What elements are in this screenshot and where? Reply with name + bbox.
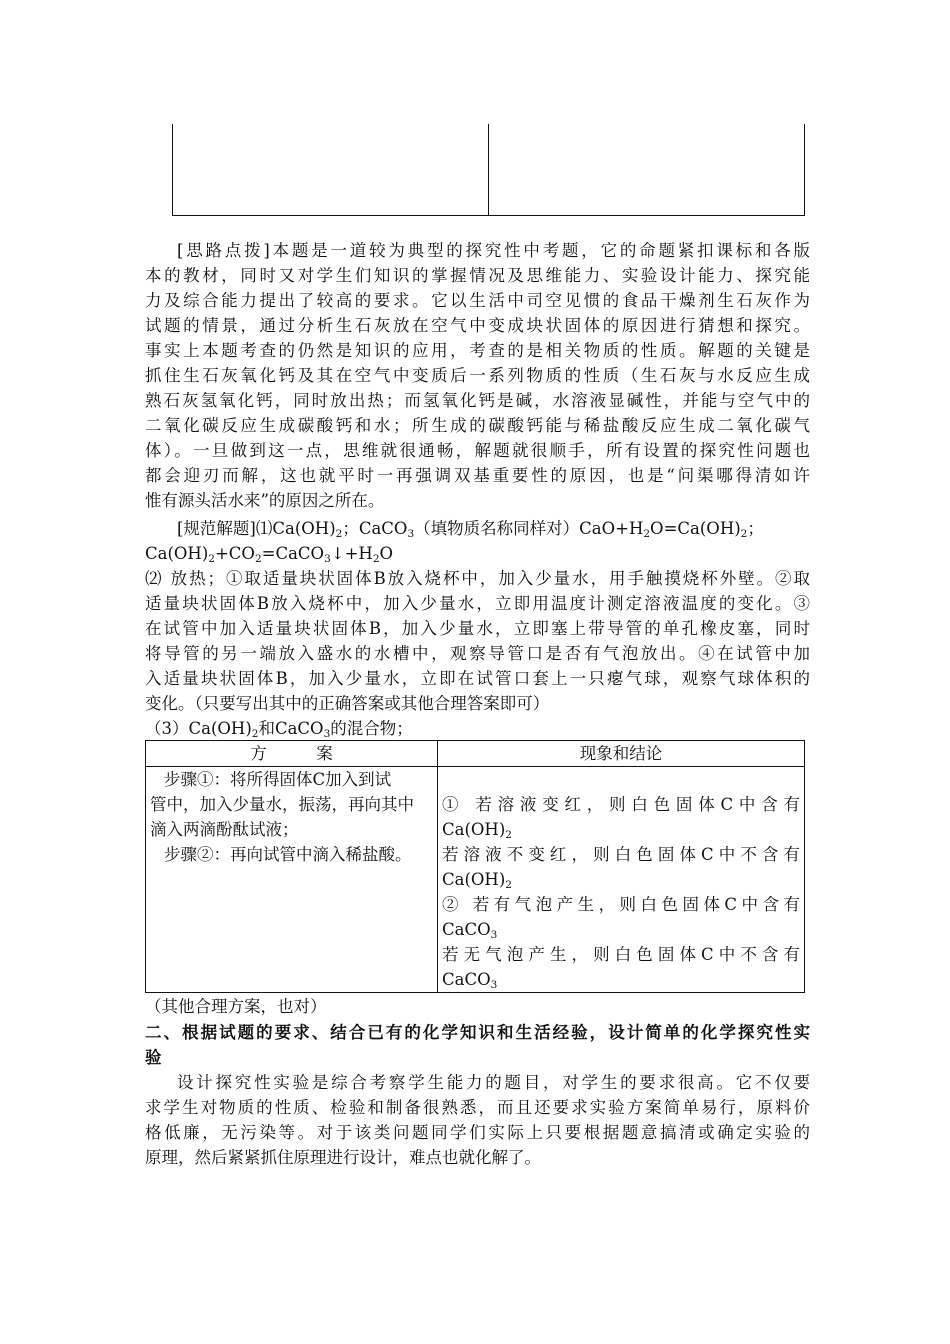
result-line (442, 867, 800, 892)
solution-text: 的混合物； (330, 719, 413, 738)
solution-block (145, 516, 810, 741)
formula-text: CaCO (442, 920, 491, 939)
section-para-line: 求学生对物质的性质、检验和制备很熟悉，而且还要求实验方案简单易行，原料价 (145, 1098, 810, 1117)
table-left-border (172, 124, 173, 216)
table-row (146, 767, 805, 993)
subscript: 3 (324, 553, 331, 565)
solution-part2-line: 将导管的另一端放入盛水的水槽中，观察导管口是否有气泡放出。④在试管中加 (145, 644, 810, 663)
subscript: 2 (505, 829, 512, 841)
result-line: ② 若有气泡产生，则白色固体C中含有 (442, 895, 800, 914)
formula-text: CaCO (442, 970, 491, 989)
hint-line: 力及综合能力提出了较高的要求。它以生活中司空见惯的食品干燥剂生石灰作为 (145, 291, 810, 310)
table-middle-border (488, 124, 489, 216)
subscript: 2 (372, 553, 380, 565)
previous-table-fragment (172, 124, 805, 216)
subscript: 3 (490, 979, 498, 991)
plan-line: 滴入两滴酚酞试液； (150, 820, 299, 839)
subscript: 2 (505, 879, 512, 891)
section-2 (145, 1020, 810, 1170)
formula-text: Ca(OH) (442, 820, 506, 839)
solution-text: （3）Ca(OH) (145, 719, 252, 738)
solution-line-2 (145, 541, 810, 566)
hint-line: 二氧化碳反应生成碳酸钙和水；所生成的碳酸钙能与稀盐酸反应生成二氧化碳气 (145, 416, 810, 435)
solution-text: （填物质名称同样对）CaO+H (414, 519, 644, 538)
solution-part3-line (145, 716, 810, 741)
hint-line: 熟石灰氢氧化钙，同时放出热；而氢氧化钙是碱，水溶液显碱性，并能与空气中的 (145, 391, 810, 410)
plan-line: 步骤②：再向试管中滴入稀盐酸。 (164, 845, 412, 864)
note-text: （其他合理方案，也对） (145, 997, 327, 1016)
equation-text: +CO (214, 544, 255, 563)
subscript: 3 (323, 728, 331, 740)
hint-paragraph (145, 238, 810, 513)
solution-part2-line: 变化。（只要写出其中的正确答案或其他合理答案即可） (145, 694, 550, 713)
solution-line-1 (145, 516, 810, 541)
section-heading: 二、根据试题的要求、结合已有的化学知识和生活经验，设计简单的化学探究性实 (145, 1023, 810, 1042)
solution-text: ； (747, 519, 764, 538)
plan-line: 管中，加入少量水，振荡，再向其中 (150, 795, 414, 814)
result-line: 若溶液不变红，则白色固体C中不含有 (442, 845, 800, 864)
hint-line: 事实上本题考查的仍然是知识的应用，考查的是相关物质的性质。解题的关键是 (145, 341, 810, 360)
subscript: 2 (335, 528, 343, 540)
experiment-table (145, 740, 805, 993)
solution-text: [规范解题]⑴Ca(OH) (177, 519, 336, 538)
table-header-row (146, 741, 805, 767)
header-plan: 方 案 (146, 741, 438, 767)
result-line: ① 若溶液变红，则白色固体C中含有 (442, 795, 800, 814)
solution-text: ；CaCO (342, 519, 408, 538)
after-table-note (145, 994, 810, 1019)
hint-line: 都会迎刃而解，这也就平时一再强调双基重要性的原因，也是“问渠哪得清如许 (145, 466, 810, 485)
solution-part2-line: 在试管中加入适量块状固体B，加入少量水，立即塞上带导管的单孔橡皮塞，同时 (145, 619, 810, 638)
subscript: 2 (208, 553, 215, 565)
hint-line: [思路点拨]本题是一道较为典型的探究性中考题，它的命题紧扣课标和各版 (177, 241, 810, 260)
result-line (442, 817, 800, 842)
equation-text: ↓+H (330, 544, 373, 563)
section-heading: 验 (145, 1048, 162, 1067)
solution-part2-line: 适量块状固体B放入烧杯中，加入少量水，立即用温度计测定溶液温度的变化。③ (145, 594, 810, 613)
formula-text: Ca(OH) (442, 870, 506, 889)
subscript: 3 (490, 929, 498, 941)
subscript: 2 (740, 528, 748, 540)
result-cell (438, 767, 805, 993)
equation-text: O (379, 544, 394, 563)
section-para-line: 原理，然后紧紧抓住原理进行设计，难点也就化解了。 (145, 1148, 541, 1167)
result-line: 若无气泡产生，则白色固体C中不含有 (442, 945, 800, 964)
plan-line: 步骤①：将所得固体C加入到试 (164, 770, 392, 789)
table-right-border (804, 124, 805, 216)
subscript: 2 (254, 553, 262, 565)
hint-line: 本的教材，同时又对学生们知识的掌握情况及思维能力、实验设计能力、探究能 (145, 266, 810, 285)
subscript: 3 (407, 528, 415, 540)
solution-text: O=Ca(OH) (650, 519, 741, 538)
equation-text: =CaCO (261, 544, 325, 563)
section-para-line: 格低廉，无污染等。对于该类问题同学们实际上只要根据题意搞清或确定实验的 (145, 1123, 810, 1142)
table-bottom-border (172, 215, 805, 216)
hint-line: 试题的情景，通过分析生石灰放在空气中变成块状固体的原因进行猜想和探究。 (145, 316, 810, 335)
subscript: 2 (251, 728, 259, 740)
solution-part2-line: ⑵ 放热；①取适量块状固体B放入烧杯中，加入少量水，用手触摸烧杯外壁。②取 (145, 569, 810, 588)
plan-cell (146, 767, 438, 993)
hint-line: 体）。一旦做到这一点，思维就很通畅，解题就很顺手，所有设置的探究性问题也 (145, 441, 810, 460)
solution-text: 和CaCO (258, 719, 324, 738)
hint-line: 抓住生石灰氧化钙及其在空气中变质后一系列物质的性质（生石灰与水反应生成 (145, 366, 810, 385)
hint-line: 惟有源头活水来”的原因之所在。 (145, 491, 385, 510)
equation-text: Ca(OH) (145, 544, 209, 563)
result-line (442, 967, 800, 992)
spacer (442, 767, 800, 792)
subscript: 2 (643, 528, 651, 540)
header-result: 现象和结论 (438, 741, 805, 767)
result-line (442, 917, 800, 942)
section-para-line: 设计探究性实验是综合考察学生能力的题目，对学生的要求很高。它不仅要 (177, 1073, 810, 1092)
solution-part2-line: 入适量块状固体B，加入少量水，立即在试管口套上一只瘪气球，观察气球体积的 (145, 669, 810, 688)
